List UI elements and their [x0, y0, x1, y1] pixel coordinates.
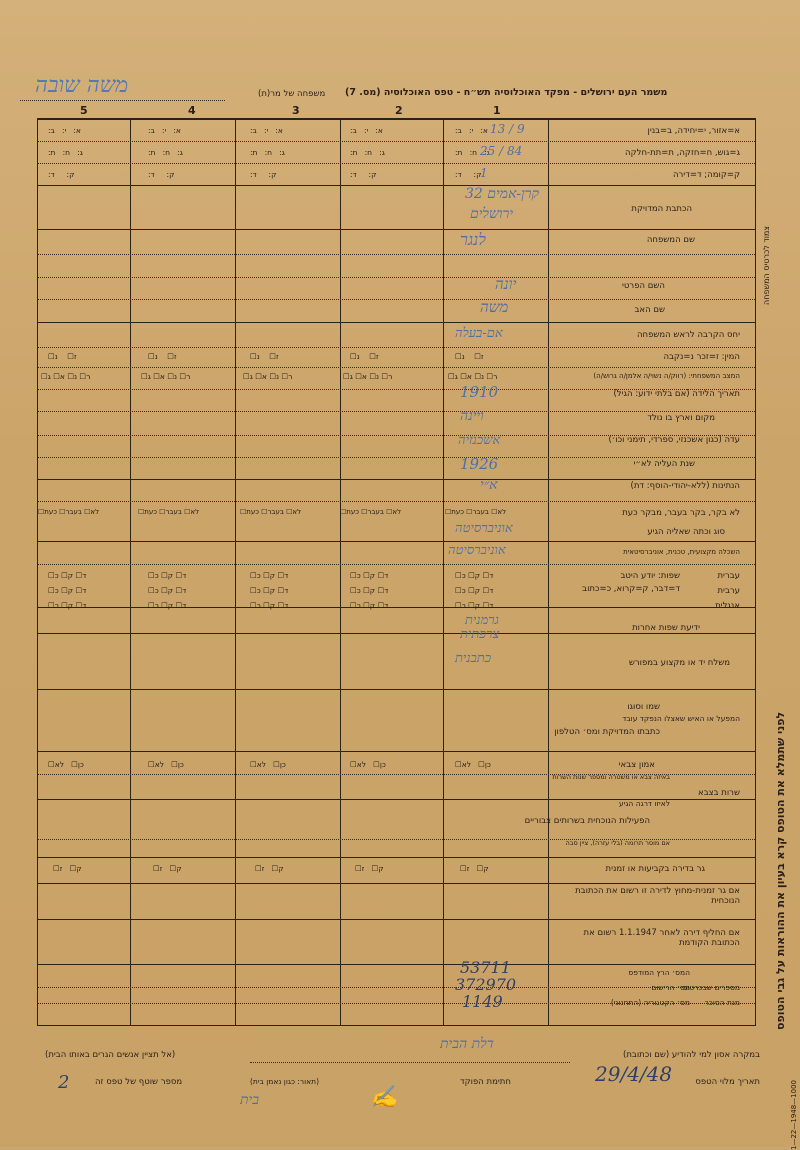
col1-q14-hw: 1926	[460, 455, 499, 473]
col1-army-options: כן☐ לא☐	[455, 760, 491, 769]
col2-lang-english: ד☐ ק☐ כ☐	[350, 601, 389, 610]
col3-residence-options: ק☐ ז☐	[255, 864, 284, 873]
q36-label: מס׳ הקטגוריה (התחנוני)	[610, 998, 690, 1007]
col4-sex-options: ז☐ נ☐	[148, 352, 177, 361]
col1-lang-arabic: ד☐ ק☐ כ☐	[455, 586, 494, 595]
col5-school-options: לא☐ בעבר☐ כעת☐	[38, 508, 100, 516]
col1-school-options: לא☐ בעבר☐ כעת☐	[445, 508, 507, 516]
row-line	[38, 857, 755, 858]
col4-marital-options: ר☐ נ☐ א☐ ג☐	[141, 372, 191, 381]
q34-36-group-label: מספרים שבכרטיס	[682, 983, 740, 992]
q2-label: ג=גוש, ח=חזקה, ת=תת-חלקה	[625, 148, 740, 158]
row-line	[38, 367, 755, 368]
col5-q3-codes: ק: ד:	[48, 170, 75, 179]
q1-label: א=אזור, י=יחידה, ב=בנין	[647, 126, 740, 136]
col3-marital-options: ר☐ נ☐ א☐ ג☐	[243, 372, 293, 381]
col3-q2-codes: ג: ח: ת:	[250, 148, 285, 157]
col2-lang-arabic: ד☐ ק☐ כ☐	[350, 586, 389, 595]
q18-label: השכלה מקצועית, טכנית, אוניברסיטאית	[623, 548, 740, 556]
q9-label: המין: ז=זכר נ=נקבה	[663, 352, 740, 362]
q10-label: המצב המשפחתי: (רווק/ה נשוי/ה אלמן/ה גרוש/ה)	[593, 372, 740, 380]
col1-q4-hw-line2: ירושלים	[470, 206, 513, 222]
col4-army-options: כן☐ לא☐	[148, 760, 184, 769]
col2-marital-options: ר☐ נ☐ א☐ ג☐	[343, 372, 393, 381]
col1-q36-hw: 1149	[462, 992, 503, 1011]
footer-sheet-label: מספר שוטף של טפס זה	[95, 1077, 183, 1087]
signature-mark: ✍	[370, 1085, 398, 1110]
q20-label: ערבית	[717, 586, 740, 596]
row-line	[38, 163, 755, 164]
col5-army-options: כן☐ לא☐	[48, 760, 84, 769]
q11-label: תאריך הלידה (אם בלתי ידוע: הגיל)	[613, 389, 740, 399]
side-margin	[758, 130, 798, 1150]
column-number-2: 2	[395, 104, 403, 117]
q19-22-lang-label: שפות: יודע היטב	[620, 571, 680, 581]
col1-q1-codes: א: י: ב:	[455, 126, 488, 135]
q32-label: אם גר זמנית-מחוץ לדירה זו רשום את הכתובת הנוכחית	[575, 886, 740, 906]
footer-date-label: תאריך מלוי הטפס	[695, 1077, 760, 1087]
col3-lang-english: ד☐ ק☐ כ☐	[250, 601, 289, 610]
q24-label: שמו וסוגו	[627, 702, 660, 712]
informant-line	[250, 1062, 570, 1063]
family-name-handwritten: משה שובה	[35, 73, 129, 98]
col4-lang-english: ד☐ ק☐ כ☐	[148, 601, 187, 610]
side-print-code: 1—22—1948—1000	[790, 1080, 798, 1150]
column-number-1: 1	[493, 104, 501, 117]
col1-q23-hw: כתבנית	[455, 651, 492, 666]
q24-25-group-label: המפעל או האיש שאצלו הנפקד עובד	[622, 714, 740, 723]
q29-label: הפעילות הנוכחית בשרותים צבוריים	[524, 816, 650, 826]
col4-lang-arabic: ד☐ ק☐ כ☐	[148, 586, 187, 595]
q30-label: אם מוסר תרומה (בלי עזרה), ציין סבה	[565, 839, 670, 847]
q27-label: באיזה צבא או משטרה ומספר שנות השרות	[552, 773, 670, 781]
row-line	[38, 751, 755, 752]
q16-label: לא בקר, בקר בעבר, מבקר כעת	[622, 508, 740, 518]
q25-label: כתבתו המדויקת ומס׳ הטלפון	[554, 727, 660, 737]
col1-q18-hw: אוניברסיטה	[448, 543, 506, 558]
family-label: משפחה של מר(ת)	[258, 89, 326, 99]
footer-signature-label: חתימת הפוקד	[460, 1077, 511, 1087]
q3-label: ק=קומה; ד=דירה	[672, 170, 740, 180]
col4-school-options: לא☐ בעבר☐ כעת☐	[138, 508, 200, 516]
q23-label: משלח יד או מקצוע במפורש	[628, 658, 730, 668]
col5-q2-codes: ג: ח: ת:	[48, 148, 83, 157]
q6-label: השם הפרטי	[622, 281, 665, 291]
col5-lang-hebrew: ד☐ ק☐ כ☐	[48, 571, 87, 580]
col2-q1-codes: א: י: ב:	[350, 126, 383, 135]
column-number-3: 3	[292, 104, 300, 117]
col3-q1-codes: א: י: ב:	[250, 126, 283, 135]
row-line	[38, 322, 755, 323]
column-number-4: 4	[188, 104, 196, 117]
row-line	[38, 119, 755, 120]
q17-label: סוג וכתה שאליה הגיע	[647, 527, 725, 537]
q34-label: המס׳ הרץ המודפס	[628, 968, 690, 977]
q35-label: מס׳ הרישום	[651, 983, 690, 992]
col2-sex-options: ז☐ נ☐	[350, 352, 379, 361]
q31-label: גר בדירה בקביעות או זמנית	[605, 864, 705, 874]
family-name-line	[20, 100, 225, 101]
col1-q13-hw: אשכנזיה	[458, 433, 501, 448]
row-line	[38, 479, 755, 480]
q19-legend: ד=דבר, ק=קרוא, כ=כתוב	[582, 584, 680, 594]
col3-sex-options: ז☐ נ☐	[250, 352, 279, 361]
col2-residence-options: ק☐ ז☐	[355, 864, 384, 873]
footer-title-hw: בית	[240, 1092, 259, 1108]
q19-label: עברית	[717, 571, 740, 581]
col1-q22-hw-line2: צרפתית	[460, 627, 500, 642]
row-line	[38, 501, 755, 502]
footer-sheet-hw: 2	[58, 1072, 70, 1093]
form-title: משמר העם ירושלים - מפקד האוכלוסיה תש״ח - טפס האוכלוסיה (מס. 7)	[345, 87, 668, 98]
row-line	[38, 607, 755, 608]
q14-label: שנת העליה לא״י	[633, 459, 695, 469]
col2-school-options: לא☐ בעבר☐ כעת☐	[340, 508, 402, 516]
col2-lang-hebrew: ד☐ ק☐ כ☐	[350, 571, 389, 580]
col1-q35-hw: 372970	[455, 975, 517, 994]
col3-q3-codes: ק: ד:	[250, 170, 277, 179]
col5-marital-options: ר☐ נ☐ א☐ ג☐	[41, 372, 91, 381]
q5-label: שם המשפחה	[646, 235, 695, 245]
col1-q8-hw: אם-בעלה	[455, 326, 503, 341]
side-instructions: לפני שתמלא את הטופס קרא בעיון את ההוראות על גבי הטופס	[774, 711, 787, 1030]
row-line	[38, 299, 755, 300]
row-line	[38, 411, 755, 412]
col1-q5-hw: לנגר	[460, 230, 486, 249]
col1-q17-hw: אוניברסיטה	[455, 521, 513, 536]
col5-residence-options: ק☐ ז☐	[53, 864, 82, 873]
row-line	[38, 185, 755, 186]
column-number-5: 5	[80, 104, 88, 117]
col3-lang-hebrew: ד☐ ק☐ כ☐	[250, 571, 289, 580]
col3-army-options: כן☐ לא☐	[250, 760, 286, 769]
row-line	[38, 964, 755, 965]
q15-label: הנתינות (ללא-יהודי-הוסף: דת)	[630, 481, 740, 491]
row-line	[38, 277, 755, 278]
row-line	[38, 919, 755, 920]
col5-lang-arabic: ד☐ ק☐ כ☐	[48, 586, 87, 595]
q7-label: שם האב	[634, 305, 665, 315]
q12-label: מקום וארץ בו נולד	[647, 413, 715, 423]
row-line	[38, 883, 755, 884]
q26-label: אמון צבאי	[618, 760, 655, 770]
col5-lang-english: ד☐ ק☐ כ☐	[48, 601, 87, 610]
col1-q22-hw-line1: גרמנית	[465, 613, 499, 628]
q13-label: עדה (כגון אשכנזי, ספרדי, תימני וכו׳)	[608, 435, 740, 445]
row-line	[38, 541, 755, 542]
row-line	[38, 141, 755, 142]
col1-q15-hw: א״י	[480, 477, 498, 493]
row-line	[38, 987, 755, 988]
row-line	[38, 254, 755, 255]
q33-label: אם החליף דירה לאחר 1.1.1947 רשום את הכתובת הקודמת	[583, 928, 740, 948]
col1-q3-codes: ק: ד:	[455, 170, 482, 179]
col4-residence-options: ק☐ ז☐	[153, 864, 182, 873]
q27-28-group-label: שרות בצבא	[698, 788, 740, 798]
col1-sex-options: ז☐ נ☐	[455, 352, 484, 361]
col1-q2-hw: 25 / 84	[480, 144, 523, 158]
col2-army-options: כן☐ לא☐	[350, 760, 386, 769]
q22-label: ידיעת שפות אחרות	[632, 623, 700, 633]
col5-q1-codes: א: י: ב:	[48, 126, 81, 135]
row-line	[38, 564, 755, 565]
side-top-note: צמוד לכרטיס המשפחה	[762, 225, 771, 305]
col3-school-options: לא☐ בעבר☐ כעת☐	[240, 508, 302, 516]
row-line	[38, 633, 755, 634]
col4-q1-codes: א: י: ב:	[148, 126, 181, 135]
col1-q3-hw: 1	[480, 166, 488, 180]
col1-q2-codes: ג: ח: ת:	[455, 148, 490, 157]
col1-q12-hw: ויינה	[460, 408, 484, 424]
col1-lang-hebrew: ד☐ ק☐ כ☐	[455, 571, 494, 580]
row-line	[38, 229, 755, 230]
col1-residence-options: ק☐ ז☐	[460, 864, 489, 873]
col1-q6-hw: יונה	[495, 275, 517, 293]
col3-lang-arabic: ד☐ ק☐ כ☐	[250, 586, 289, 595]
footer-informant-hw: דלת הבית	[440, 1036, 494, 1052]
col1-lang-english: ד☐ ק☐ כ☐	[455, 601, 494, 610]
footer-date-hw: 29/4/48	[595, 1062, 673, 1086]
footer-informant-label: במקרה אסון למי להודיע (שם וכתובת)	[623, 1050, 760, 1060]
col2-q2-codes: ג: ח: ת:	[350, 148, 385, 157]
col1-q34-hw: 53711	[460, 958, 511, 977]
q21-label: אנגלית	[715, 601, 740, 611]
footer-title-label: (תאור: כגון נאמן בית)	[250, 1077, 319, 1086]
row-line	[38, 347, 755, 348]
col4-lang-hebrew: ד☐ ק☐ כ☐	[148, 571, 187, 580]
col1-q4-hw-line1: 32 קרן-אמים	[465, 186, 540, 202]
q37-label: מנת הסוכר	[704, 998, 740, 1007]
q8-label: יחס הקרבה לראש המשפחה	[636, 330, 740, 340]
col1-q7-hw: משה	[480, 298, 509, 316]
q28-label: לאיזו דרגה הגיע	[618, 799, 670, 808]
col1-q1-hw: 13 / 9	[490, 122, 525, 136]
col5-sex-options: ז☐ נ☐	[48, 352, 77, 361]
col2-q3-codes: ק: ד:	[350, 170, 377, 179]
row-line	[38, 457, 755, 458]
q4-label: הכתבת המדויקת	[631, 204, 692, 214]
col1-marital-options: ר☐ נ☐ א☐ ג☐	[448, 372, 498, 381]
col1-q11-hw: 1910	[460, 383, 499, 401]
footer-note: (אל תציין אנשים הגרים באותו הבית)	[45, 1050, 176, 1060]
row-line	[38, 689, 755, 690]
col4-q3-codes: ק: ד:	[148, 170, 175, 179]
col4-q2-codes: ג: ח: ת:	[148, 148, 183, 157]
